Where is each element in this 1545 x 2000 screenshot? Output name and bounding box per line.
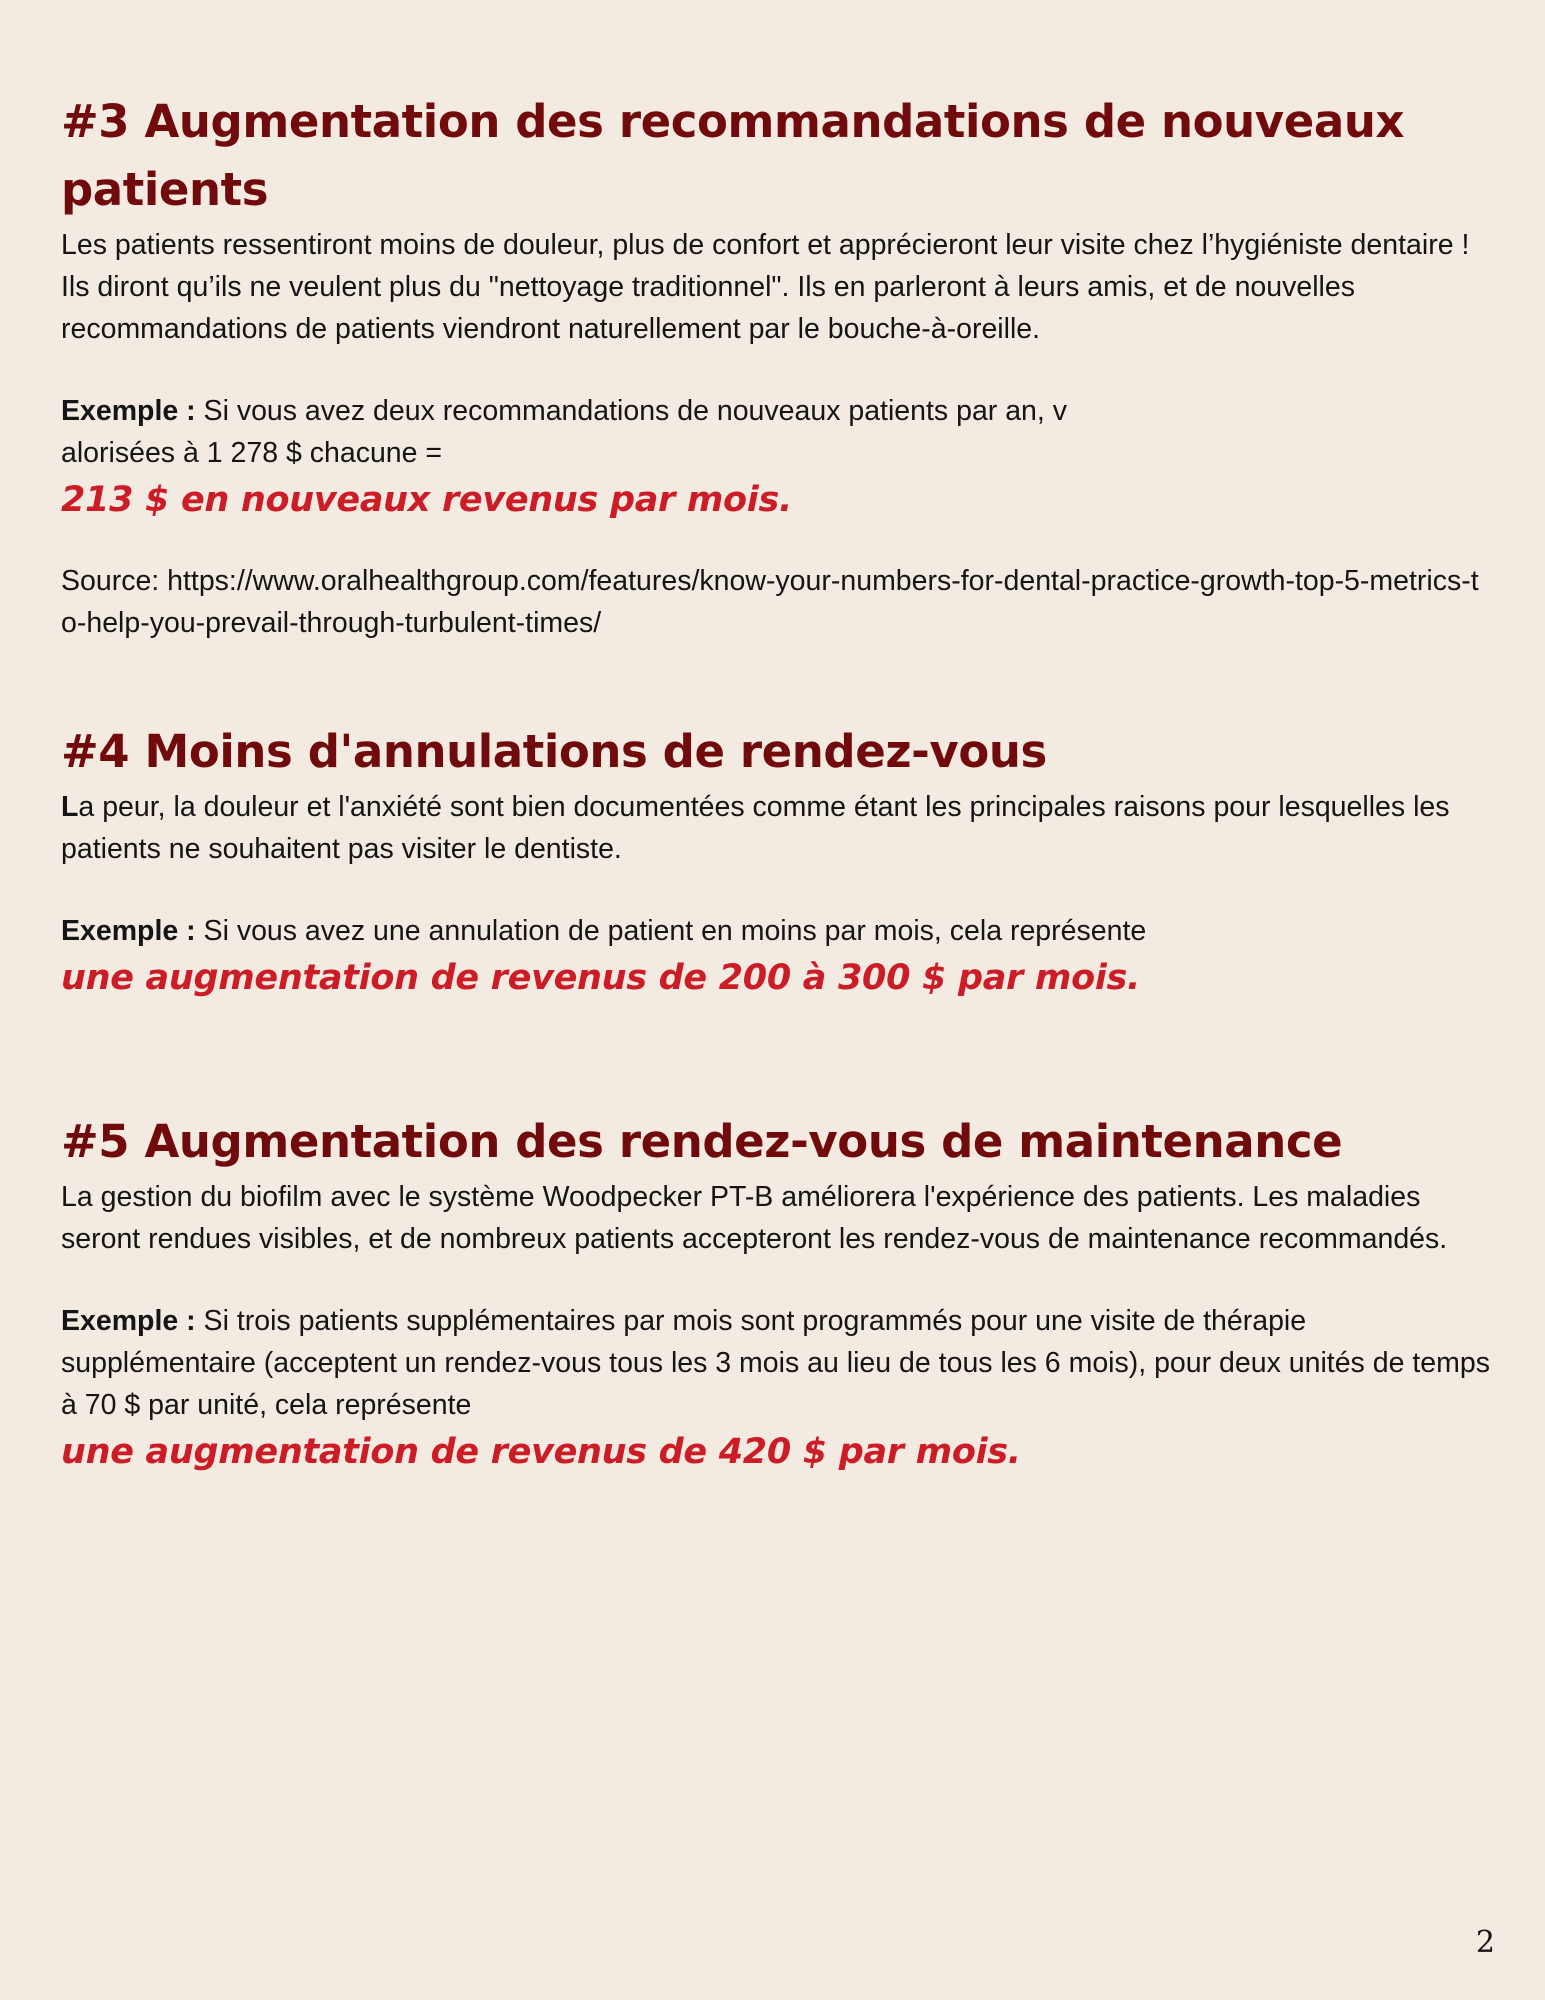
section-3-source: Source: https://www.oralhealthgroup.com/features/know-your-numbers-for-dental-practice-growth-top-5-metrics-to-help-you-prevail-through-turbulent-times/ bbox=[61, 565, 1479, 639]
section-4-example-text: Si vous avez une annulation de patient en moins par mois, cela représente bbox=[195, 915, 1147, 947]
section-3 bbox=[61, 88, 1491, 644]
section-3-example bbox=[61, 390, 1491, 474]
section-5 bbox=[61, 1108, 1491, 1478]
page-number: 2 bbox=[1475, 1925, 1495, 1960]
section-5-example-label: Exemple : bbox=[61, 1305, 196, 1337]
section-3-example-text-line2: alorisées à 1 278 $ chacune = bbox=[61, 437, 443, 469]
section-4-example bbox=[61, 910, 1491, 952]
section-3-highlight: 213 $ en nouveaux revenus par mois. bbox=[61, 480, 793, 520]
section-4-body-first-letter: L bbox=[61, 791, 79, 823]
section-3-title: #3 Augmentation des recommandations de nouveaux patients bbox=[61, 95, 1405, 216]
section-4-highlight: une augmentation de revenus de 200 à 300 $ par mois. bbox=[61, 958, 1141, 998]
section-5-example bbox=[61, 1300, 1491, 1426]
section-4-body bbox=[61, 786, 1491, 870]
section-3-body: Les patients ressentiront moins de douleur, plus de confort et apprécieront leur visite chez l’hygiéniste dentaire ! Ils diront qu’ils ne veulent plus du "nettoyage traditionnel". Ils en parleront à leurs amis, et de nouvelles recommandations de patients viendront naturellement par le bouche-à-oreille. bbox=[61, 229, 1470, 345]
section-3-example-text-line1: Si vous avez deux recommandations de nouveaux patients par an, v bbox=[195, 395, 1067, 427]
section-5-body: La gestion du biofilm avec le système Woodpecker PT-B améliorera l'expérience des patients. Les maladies seront rendues visibles, et de nombreux patients accepteront les rendez-vous de maintenance recommandés. bbox=[61, 1181, 1448, 1255]
section-5-highlight: une augmentation de revenus de 420 $ par mois. bbox=[61, 1432, 1021, 1472]
section-4-title: #4 Moins d'annulations de rendez-vous bbox=[61, 725, 1047, 778]
section-4 bbox=[61, 718, 1491, 1004]
section-4-example-label: Exemple : bbox=[61, 915, 196, 947]
section-5-title: #5 Augmentation des rendez-vous de maintenance bbox=[61, 1115, 1343, 1168]
document-page bbox=[61, 88, 1491, 1478]
section-3-example-label: Exemple : bbox=[61, 395, 196, 427]
section-5-example-text: Si trois patients supplémentaires par mois sont programmés pour une visite de thérapie supplémentaire (acceptent un rendez-vous tous les 3 mois au lieu de tous les 6 mois), pour deux unités de temps à 70 $ par unité, cela représente bbox=[61, 1305, 1490, 1421]
section-4-body-rest: a peur, la douleur et l'anxiété sont bien documentées comme étant les principales raisons pour lesquelles les patients ne souhaitent pas visiter le dentiste. bbox=[61, 791, 1450, 865]
